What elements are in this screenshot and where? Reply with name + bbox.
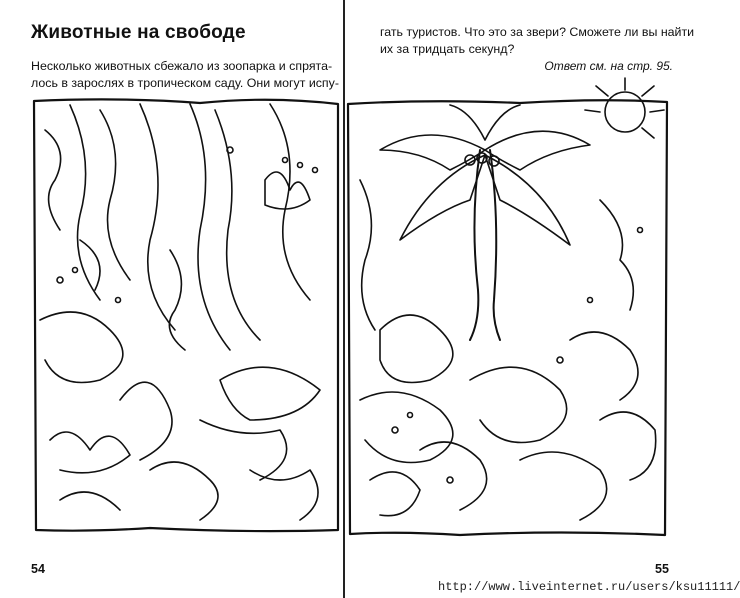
right-text-line: гать туристов. Что это за звери? Сможете ли вы найти xyxy=(380,25,695,39)
left-jungle-art xyxy=(40,104,320,520)
left-body-text xyxy=(31,58,339,92)
right-text-line: их за тридцать секунд? xyxy=(380,42,515,56)
right-jungle-art xyxy=(360,78,664,520)
source-watermark: http://www.liveinternet.ru/users/ksu11111/ xyxy=(438,580,740,594)
page-number-right: 55 xyxy=(655,562,669,576)
left-text-line: Несколько животных сбежало из зоопарка и спрята- xyxy=(31,59,333,73)
page-spine xyxy=(343,0,345,598)
left-frame xyxy=(34,99,338,531)
left-text-line: лось в зарослях в тропическом саду. Они могут испу- xyxy=(31,76,339,90)
right-body-text xyxy=(380,24,694,58)
page-title: Животные на свободе xyxy=(31,22,246,43)
page-number-left: 54 xyxy=(31,562,45,576)
answer-reference: Ответ см. на стр. 95. xyxy=(544,59,673,73)
